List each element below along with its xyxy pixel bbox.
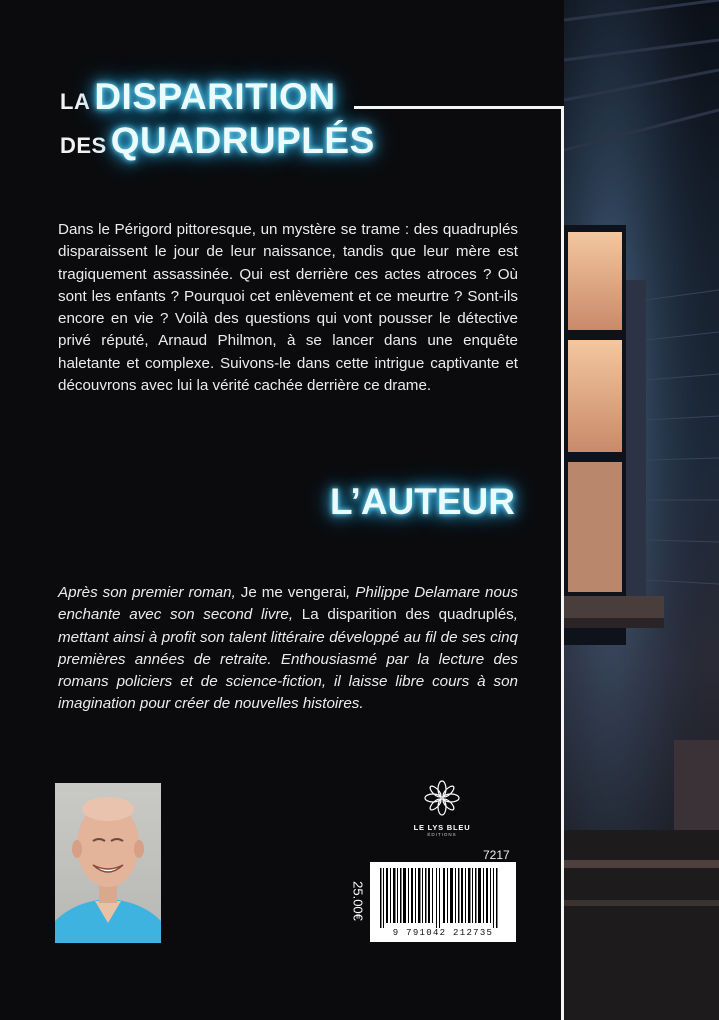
author-photo (55, 783, 161, 943)
isbn-barcode (370, 862, 516, 942)
bio-part-2: , Philippe Delamare nous enchante avec son second livre, (58, 584, 518, 624)
bio-part-3: , mettant ainsi à profit son talent littéraire développé au fil de ses cinq premières années de retraite. Enthousiasmé par la lecture des romans policiers et de science-fiction, il laisse libre cours à son imagination pour créer de nouvelles histoires. (58, 606, 519, 713)
title-article-la: LA (60, 89, 91, 114)
title-word-disparition: DISPARITION (94, 76, 336, 117)
isbn-number: 9 791042 212735 (392, 928, 494, 938)
price-value: 25.00€ (350, 881, 366, 921)
frame-rule-top (354, 106, 563, 109)
title-word-quadruples: QUADRUPLÉS (110, 120, 375, 161)
author-portrait (55, 783, 161, 943)
bio-book-2: La disparition des quadruplés (301, 606, 514, 624)
author-bio (58, 582, 518, 716)
haunted-house-illustration (564, 0, 719, 1020)
lily-flower-icon (424, 780, 460, 816)
frame-rule-side (561, 106, 564, 1020)
title-article-des: DES (60, 133, 107, 158)
author-heading: L’AUTEUR (330, 481, 515, 522)
bio-book-1: Je me vengerai (240, 584, 347, 601)
publisher-name: LE LYS BLEU (413, 823, 471, 832)
synopsis-text: Dans le Périgord pittoresque, un mystère se trame : des quadruplés disparaissent le jour de leur naissance, tandis que leur mère est tragiquement assassinée. Qui est derrière ces actes atroces ? Où sont les enfants ? Pourquoi cet enlèvement et ce meurtre ? Sont-ils encore en vie ? Voilà des questions qui vont pousser le détective privé réputé, Arnaud Philmon, à se lancer dans une enquête haletante et complexe. Suivons-le dans cette intrigue captivante et découvrons avec lui la vérité cachée derrière ce drame. (58, 221, 518, 395)
bio-part-1: Après son premier roman, (58, 584, 241, 601)
publisher-subtitle: ÉDITIONS (427, 832, 457, 837)
cover-artwork (564, 0, 719, 1020)
book-title (60, 78, 375, 166)
catalog-code: 7217 (483, 848, 510, 862)
price-label (344, 860, 372, 942)
publisher-logo (405, 780, 479, 837)
